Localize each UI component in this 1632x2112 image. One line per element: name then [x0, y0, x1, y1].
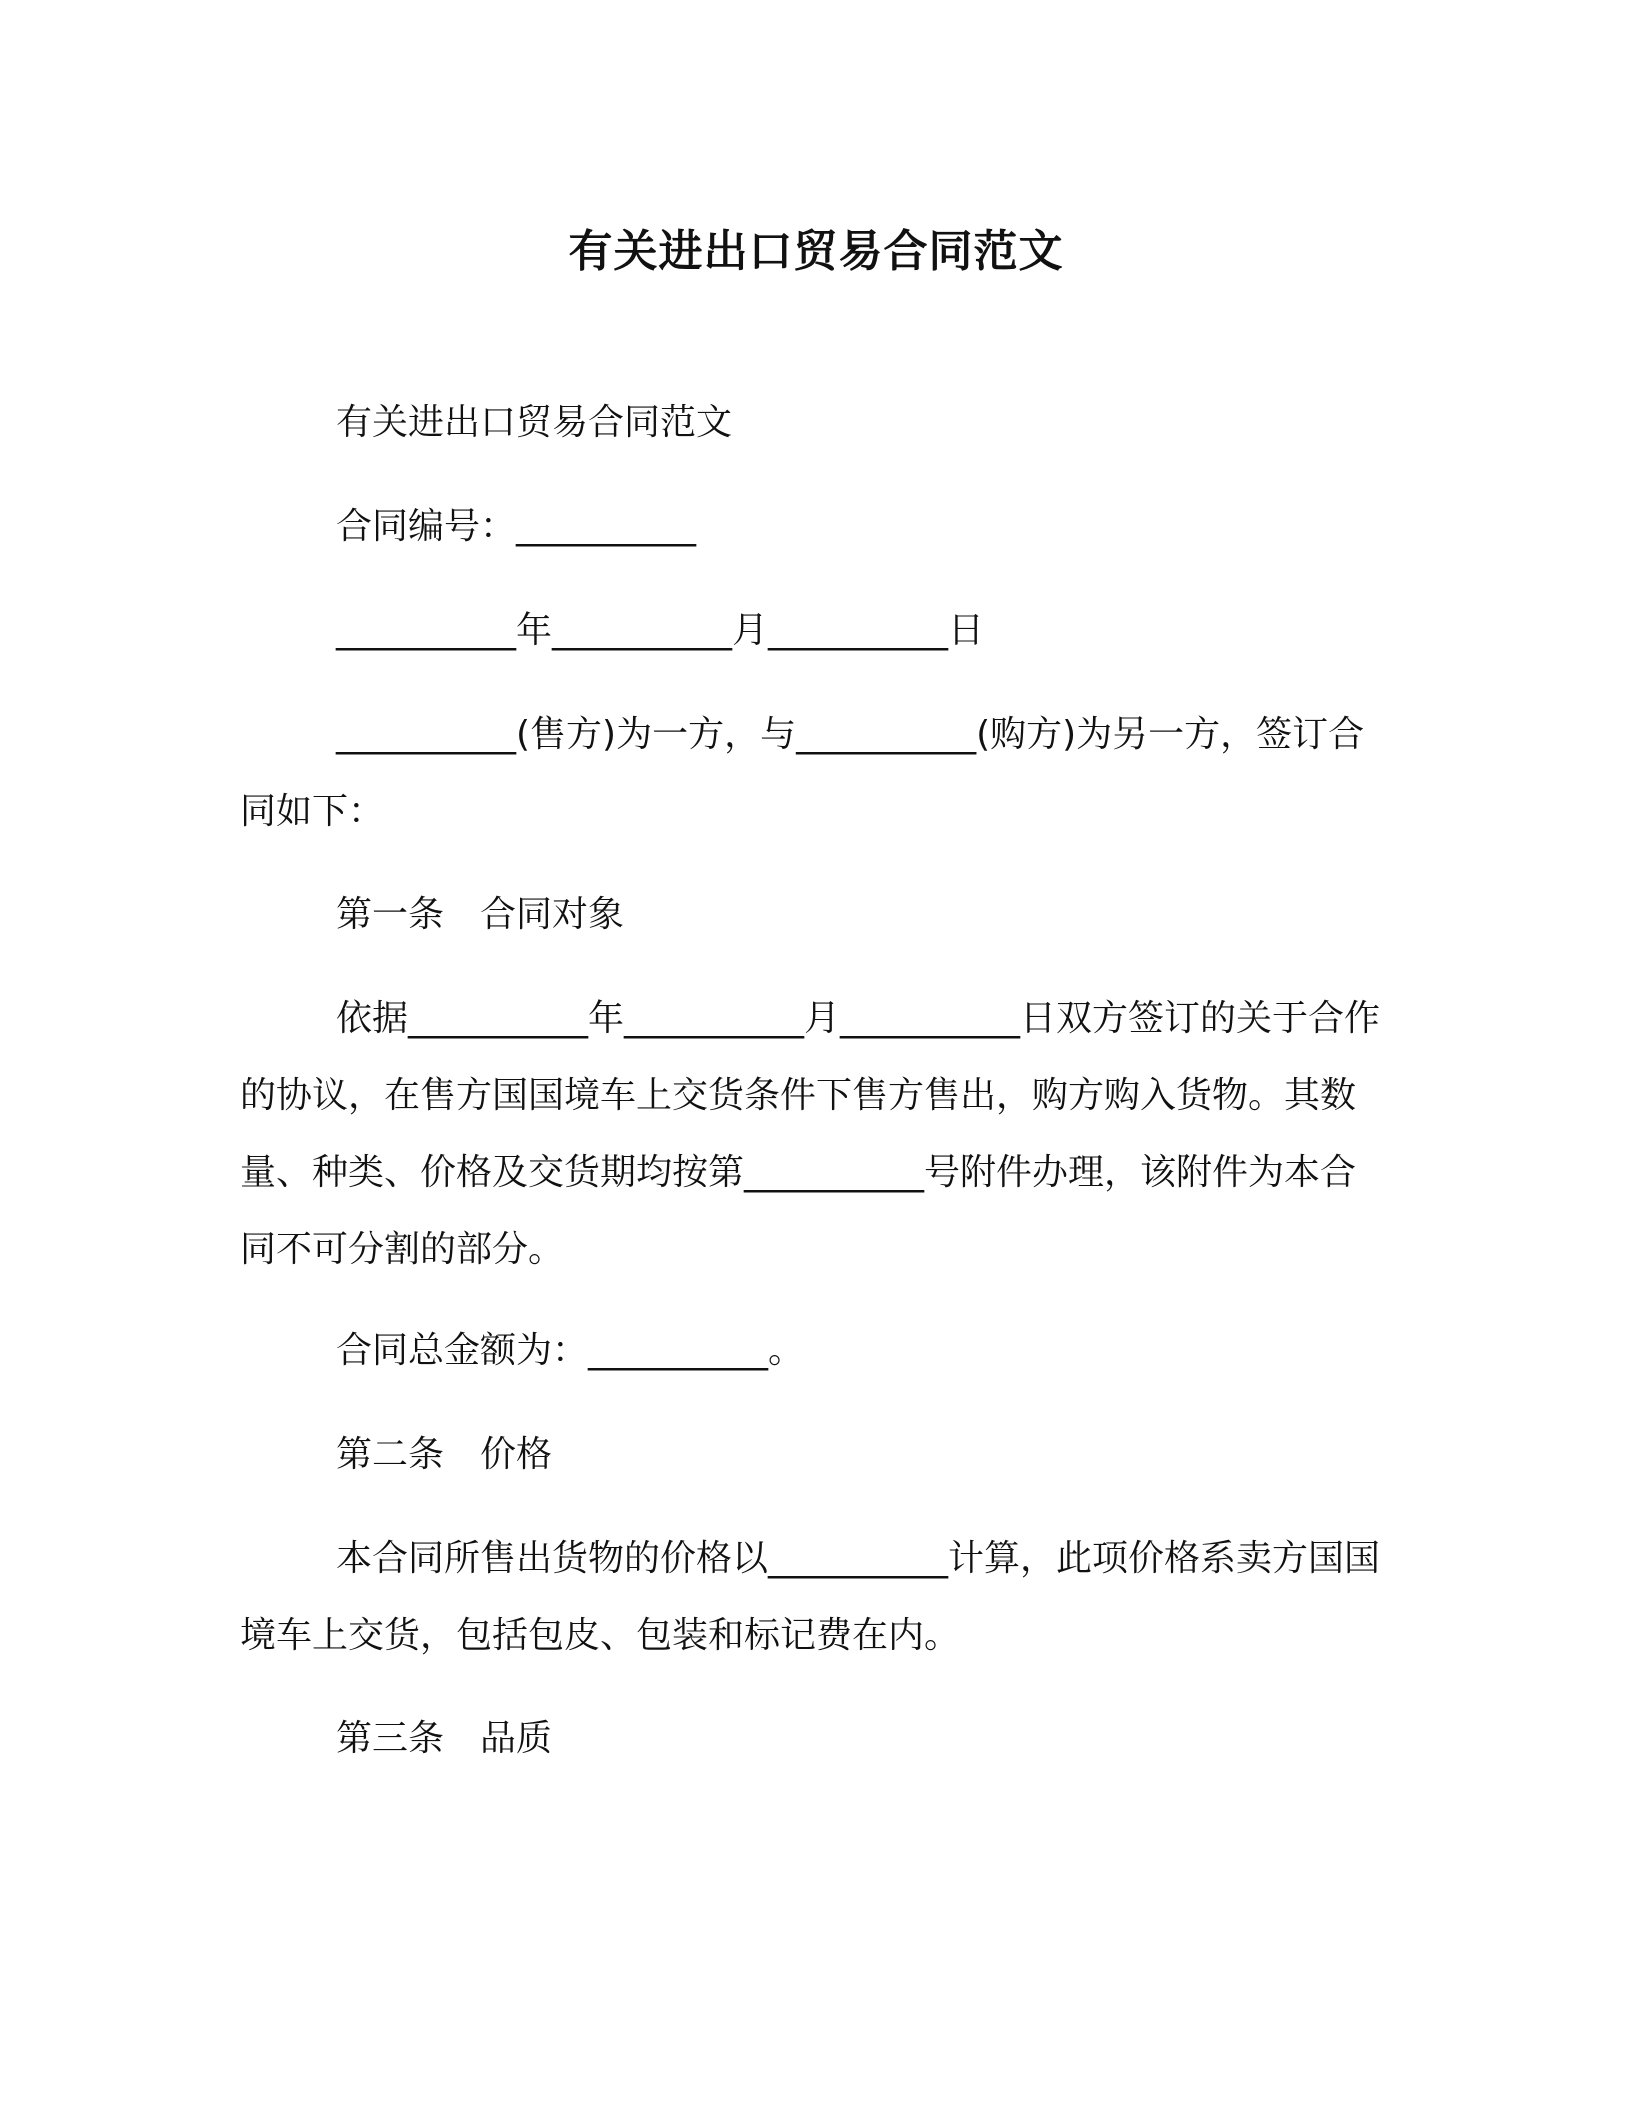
parties-paragraph: __________(售方)为一方，与__________(购方)为另一方，签订合同如下： [240, 714, 1365, 832]
article-2-body: 本合同所售出货物的价格以__________计算，此项价格系卖方国国境车上交货，包括包皮、包装和标记费在内。 [240, 1538, 1381, 1656]
article-3-heading: 第三条 品质 [336, 1718, 553, 1759]
subtitle-paragraph: 有关进出口贸易合同范文 [336, 402, 733, 443]
article-1-heading: 第一条 合同对象 [336, 894, 625, 935]
article-1-body: 依据__________年__________月__________日双方签订的关于合作的协议，在售方国国境车上交货条件下售方售出，购方购入货物。其数量、种类、价格及交货期均按第__________号附件办理，该附件为本合同不可分割的部分。 [240, 998, 1381, 1270]
contract-number-line: 合同编号：__________ [336, 506, 697, 547]
date-line: __________年__________月__________日 [336, 610, 984, 651]
article-2-heading: 第二条 价格 [336, 1434, 553, 1475]
total-amount-line: 合同总金额为：__________。 [336, 1330, 805, 1371]
document-title: 有关进出口贸易合同范文 [568, 226, 1064, 277]
